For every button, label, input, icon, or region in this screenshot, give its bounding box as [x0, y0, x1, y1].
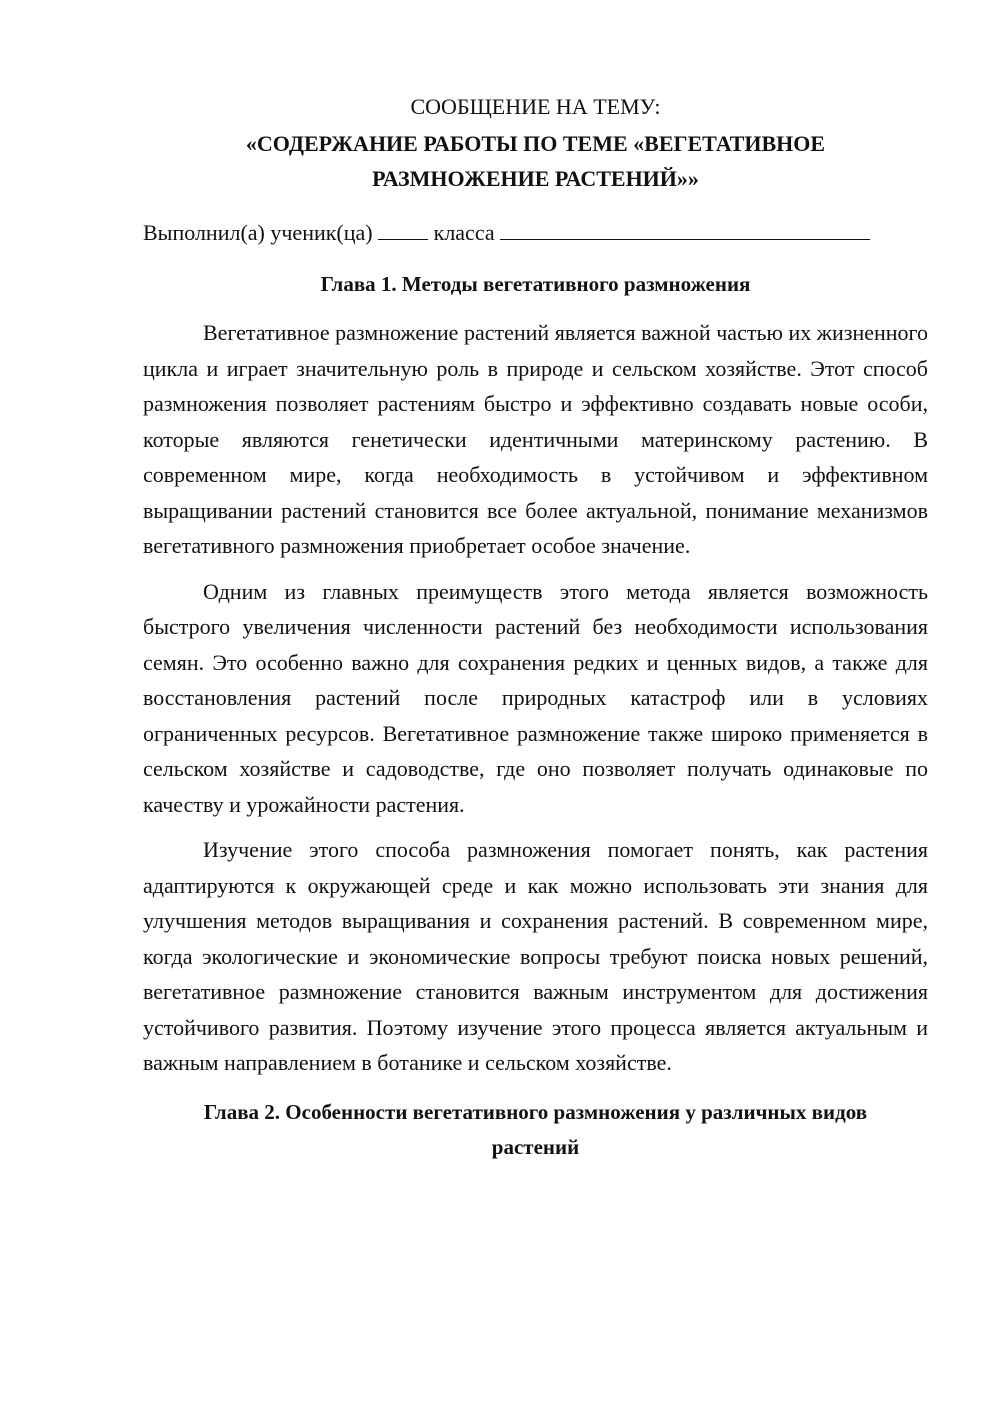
document-title-line-2: РАЗМНОЖЕНИЕ РАСТЕНИЙ»» — [372, 166, 699, 191]
chapter-2-title — [143, 1095, 928, 1165]
paragraph-2: Одним из главных преимуществ этого метода является возможность быстрого увеличения численности растений без необходимости использования семян. Это особенно важно для сохранения редких и ценных видов, а также для восстановления растений после природных катастроф или в условиях ограниченных ресурсов. Вегетативное размножение также широко применяется в сельском хозяйстве и садоводстве, где оно позволяет получать одинаковые по качеству и урожайности растения. — [143, 578, 928, 817]
document-page — [143, 88, 928, 1165]
grade-blank — [378, 217, 428, 240]
name-blank — [500, 217, 870, 240]
author-middle: класса — [433, 220, 495, 245]
document-header: СООБЩЕНИЕ НА ТЕМУ: — [410, 94, 661, 119]
author-line — [143, 215, 928, 251]
document-title — [143, 126, 928, 196]
paragraph-3: Изучение этого способа размножения помогает понять, как растения адаптируются к окружающей среде и как можно использовать эти знания для улучшения методов выращивания и сохранения растений. В современном мире, когда экологические и экономические вопросы требуют поиска новых решений, вегетативное размножение становится важным инструментом для достижения устойчивого развития. Поэтому изучение этого процесса является актуальным и важным направлением в ботанике и сельском хозяйстве. — [143, 837, 928, 1075]
chapter-2-title-line-2: растений — [491, 1134, 580, 1159]
document-title-line-1: «СОДЕРЖАНИЕ РАБОТЫ ПО ТЕМЕ «ВЕГЕТАТИВНОЕ — [245, 131, 826, 156]
chapter-2-title-line-1: Глава 2. Особенности вегетативного размножения у различных видов — [203, 1099, 868, 1124]
chapter-1-title: Глава 1. Методы вегетативного размножения — [320, 272, 751, 296]
author-prefix: Выполнил(а) ученик(ца) — [143, 220, 373, 245]
paragraph-1: Вегетативное размножение растений является важной частью их жизненного цикла и играет значительную роль в природе и сельском хозяйстве. Этот способ размножения позволяет растениям быстро и эффективно создавать новые особи, которые являются генетически идентичными материнскому растению. В современном мире, когда необходимость в устойчивом и эффективном выращивании растений становится все более актуальной, понимание механизмов вегетативного размножения приобретает особое значение. — [143, 320, 928, 558]
